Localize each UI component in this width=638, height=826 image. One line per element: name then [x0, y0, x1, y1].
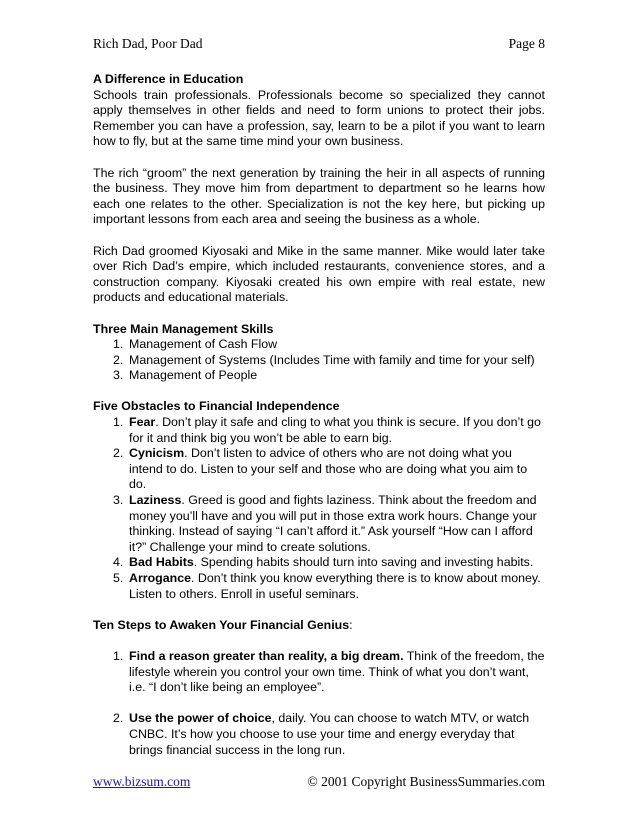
page-number: Page 8: [508, 36, 545, 51]
section-title: A Difference in Education: [93, 72, 244, 86]
list-item: 2. Management of Systems (Includes Time with family and time for your self): [113, 352, 535, 367]
steps-list: [93, 649, 545, 758]
page-footer: [93, 774, 545, 792]
header-title: Rich Dad, Poor Dad: [93, 36, 203, 51]
section-obstacles: [93, 399, 545, 602]
section-title: Ten Steps to Awaken Your Financial Genius:: [93, 617, 353, 632]
page-content: [93, 72, 545, 774]
section-title: Five Obstacles to Financial Independence: [93, 399, 340, 414]
list-item: 1. Fear. Don’t play it safe and cling to what you think is secure. If you don’t go for it and think big you won’t be able to earn big.: [113, 415, 541, 445]
website-link[interactable]: www.bizsum.com: [93, 774, 191, 789]
paragraph: Schools train professionals. Professionals become so specialized they cannot apply themselves in other fields and need to form unions to protect their jobs. Remember you can have a profession, say, learn to be a pilot if you want to learn how to fly, but at the same time mind your own business.: [93, 87, 545, 149]
skills-list: [93, 337, 545, 384]
list-item: 1. Management of Cash Flow: [113, 337, 278, 352]
list-item: 4. Bad Habits. Spending habits should turn into saving and investing habits.: [113, 555, 534, 570]
section-ten-steps: [93, 618, 545, 758]
list-item: 3. Management of People: [113, 368, 258, 383]
paragraph: The rich “groom” the next generation by training the heir in all aspects of running the business. They move him from department to department so he learns how each one relates to the other. Specialization is not the key here, but picking up important lessons from each area and seeing the business as a whole.: [93, 165, 545, 227]
paragraph: Rich Dad groomed Kiyosaki and Mike in the same manner. Mike would later take over Rich Dad’s empire, which included restaurants, convenience stores, and a construction company. Kiyosaki created his own empire with real estate, new products and educational materials.: [93, 243, 545, 305]
paragraph-block: [93, 166, 545, 228]
page-header: [93, 36, 545, 54]
list-item: 2. Cynicism. Don’t listen to advice of others who are not doing what you intend to do. Listen to your self and those who are doing what you aim to do.: [113, 446, 528, 492]
paragraph-block: [93, 244, 545, 306]
section-management-skills: [93, 322, 545, 384]
list-item: 1. Find a reason greater than reality, a big dream. Think of the freedom, the lifestyle wherein you control your own time. Think of what you don’t want, i.e. “I don’t like being an employee”.: [113, 648, 545, 695]
obstacles-list: [93, 415, 545, 602]
section-education: [93, 72, 545, 150]
list-item: 2. Use the power of choice, daily. You can choose to watch MTV, or watch CNBC. It’s how you choose to use your time and energy everyday that brings financial success in the long run.: [113, 711, 530, 757]
copyright-notice: © 2001 Copyright BusinessSummaries.com: [307, 774, 545, 789]
list-item: 5. Arrogance. Don’t think you know everything there is to know about money. Listen to others. Enroll in useful seminars.: [113, 571, 541, 601]
list-item: 3. Laziness. Greed is good and fights laziness. Think about the freedom and money you’ll have and you will put in those extra work hours. Change your thinking. Instead of saying “I can’t afford it.” Ask yourself “How can I afford it?” Challenge your mind to create solutions.: [113, 493, 537, 554]
section-title: Three Main Management Skills: [93, 321, 274, 336]
